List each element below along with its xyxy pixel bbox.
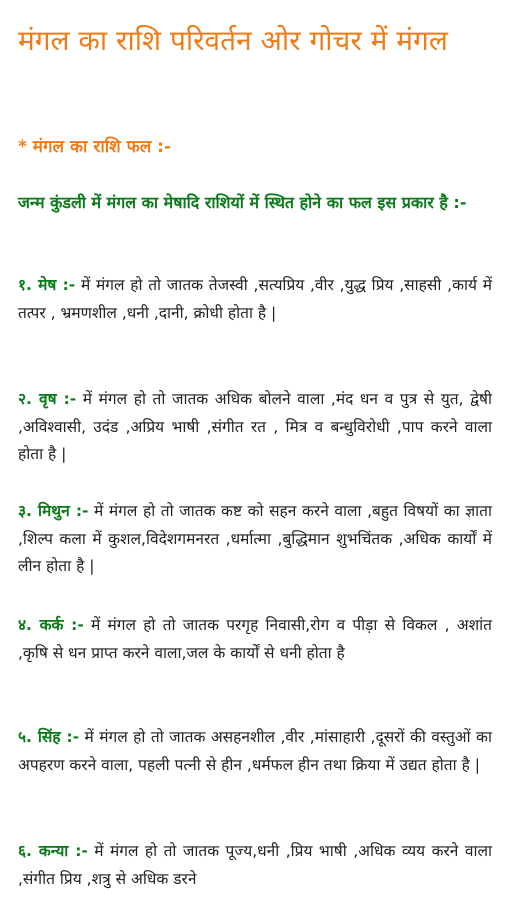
intro-paragraph: जन्म कुंडली में मंगल का मेषादि राशियों में स्थित होने का फल इस प्रकार है :- (18, 193, 467, 212)
entry-mithun (18, 498, 492, 581)
sign-label: ४. कर्क :- (18, 616, 84, 634)
entry-vrish (18, 386, 492, 469)
sign-label: ६. कन्या :- (18, 842, 88, 860)
sign-label: ३. मिथुन :- (18, 502, 89, 520)
entry-text: में मंगल हो तो जातक अधिक बोलने वाला ,मंद धन व पुत्र से युत, द्वेषी ,अविश्वासी, उदंड ,अप्रिय भाषी ,संगीत रत , मित्र व बन्धुविरोधी ,पाप करने वाला होता है | (18, 390, 492, 463)
entry-text: में मंगल हो तो जातक पूज्य,धनी ,प्रिय भाषी ,अधिक व्यय करने वाला ,संगीत प्रिय ,शत्रु से अधिक डरने (18, 842, 492, 888)
sign-label: २. वृष :- (18, 390, 77, 408)
entry-text: में मंगल हो तो जातक परगृह निवासी,रोग व पीड़ा से विकल , अशांत ,कृषि से धन प्राप्त करने वाला,जल के कार्यों से धनी होता है (18, 616, 492, 662)
sign-label: ५. सिंह :- (18, 728, 80, 746)
entry-mesh (18, 272, 492, 327)
sign-label: १. मेष :- (18, 276, 76, 294)
entry-kanya (18, 838, 492, 893)
entry-text: में मंगल हो तो जातक असहनशील ,वीर ,मांसाहारी ,दूसरों की वस्तुओं का अपहरण करने वाला, पहली पत्नी से हीन ,धर्मफल हीन तथा क्रिया में उद्यत होता है | (18, 728, 492, 774)
entry-singh (18, 724, 492, 779)
entry-kark (18, 612, 492, 667)
entry-text: में मंगल हो तो जातक कष्ट को सहन करने वाला ,बहुत विषयों का ज्ञाता ,शिल्प कला में कुशल,विदेशगमनरत ,धर्मात्मा ,बुद्धिमान शुभचिंतक ,अधिक कार्यों में लीन होता है | (18, 502, 492, 575)
page-title: मंगल का राशि परिवर्तन ओर गोचर में मंगल (18, 24, 448, 57)
entry-text: में मंगल हो तो जातक तेजस्वी ,सत्यप्रिय ,वीर ,युद्ध प्रिय ,साहसी ,कार्य में तत्पर , भ्रमणशील ,धनी ,दानी, क्रोधी होता है | (18, 276, 492, 322)
section-heading: * मंगल का राशि फल :- (18, 137, 172, 157)
